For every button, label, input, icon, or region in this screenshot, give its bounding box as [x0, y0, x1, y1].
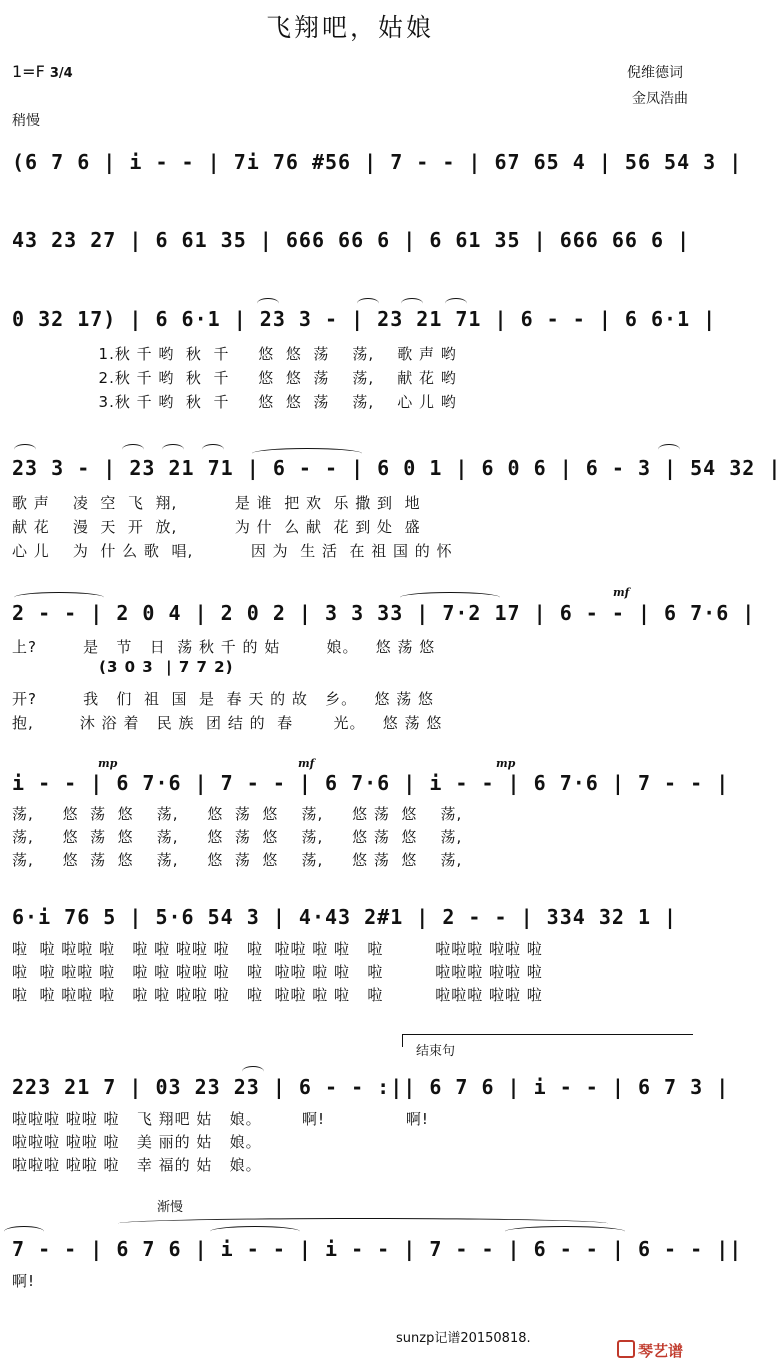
- page-title: 飞翔吧，姑娘: [265, 13, 434, 42]
- lyric-verse-3: 荡, 悠 荡 悠 荡, 悠 荡 悠 荡, 悠 荡 悠 荡,: [12, 851, 463, 869]
- notation-line-6: [12, 771, 730, 805]
- dynamic-marking: mf: [613, 586, 630, 599]
- notes-2: 43 23 27 | 6 61 35 | 666 66 6 | 6 61 35 | 666 66 6 |: [12, 228, 691, 252]
- slur-arc: [162, 444, 184, 455]
- notes-8: 223 21 7 | 03 23 23 | 6 - - :|| 6 7 6 | i - - | 6 7 3 |: [12, 1075, 730, 1099]
- lyric-verse-3: 抱, 沐 浴 着 民 族 团 结 的 春 光。 悠 荡 悠: [12, 714, 443, 732]
- lyric-verse-1: 1.秋 千 哟 秋 千 悠 悠 荡 荡, 歌 声 哟: [12, 345, 457, 363]
- slur-arc: [14, 444, 36, 455]
- notes-5: 2 - - | 2 0 4 | 2 0 2 | 3 3 33 | 7·2 17 | 6 - - | 6 7·6 |: [12, 601, 756, 625]
- notation-line-4: [12, 456, 781, 490]
- site-logo: [617, 1340, 683, 1361]
- lyric-verse-3: 啦啦啦 啦啦 啦 幸 福的 姑 娘。: [12, 1156, 262, 1174]
- lyric-verse-2: 荡, 悠 荡 悠 荡, 悠 荡 悠 荡, 悠 荡 悠 荡,: [12, 828, 463, 846]
- dynamic-marking: mp: [98, 757, 118, 770]
- notes-6: i - - | 6 7·6 | 7 - - | 6 7·6 | i - - | 6 7·6 | 7 - - |: [12, 771, 730, 795]
- notation-line-1: [12, 150, 743, 184]
- slur-arc: [658, 444, 680, 455]
- notes-7: 6·i 76 5 | 5·6 54 3 | 4·43 2#1 | 2 - - | 334 32 1 |: [12, 905, 678, 929]
- notation-line-8: [12, 1075, 730, 1109]
- notes-4: 23 3 - | 23 21 71 | 6 - - | 6 0 1 | 6 0 6 | 6 - 3 | 54 32 |: [12, 456, 781, 480]
- gradual-slow-marking: 渐慢: [157, 1200, 184, 1215]
- time-signature: 3/4: [49, 66, 73, 81]
- lyric-verse-2: 啦 啦 啦啦 啦 啦 啦 啦啦 啦 啦 啦啦 啦 啦 啦 啦啦啦 啦啦 啦: [12, 963, 543, 981]
- transcriber-note: sunzp记谱20150818.: [396, 1331, 531, 1346]
- composer-credit: 金凤浩曲: [632, 91, 688, 107]
- logo-icon: [617, 1340, 635, 1358]
- lyric-verse-3: 啦 啦 啦啦 啦 啦 啦 啦啦 啦 啦 啦啦 啦 啦 啦 啦啦啦 啦啦 啦: [12, 986, 543, 1004]
- interlude-notes: (3 0 3 | 7 7 2): [12, 658, 234, 676]
- dynamic-marking: mp: [496, 757, 516, 770]
- notation-line-9: [12, 1237, 743, 1271]
- lyric-verse-1: 上? 是 节 日 荡 秋 千 的 姑 娘。 悠 荡 悠: [12, 638, 436, 656]
- lyric-verse-1: 啦啦啦 啦啦 啦 飞 翔吧 姑 娘。 啊! 啊!: [12, 1110, 429, 1128]
- lyric-verse-2: 献 花 漫 天 开 放, 为 什 么 献 花 到 处 盛: [12, 518, 421, 536]
- tie-arc: [210, 1226, 300, 1237]
- lyric-verse-2: 2.秋 千 哟 秋 千 悠 悠 荡 荡, 献 花 哟: [12, 369, 457, 387]
- tie-arc: [505, 1226, 625, 1237]
- notes-1: (6 7 6 | i - - | 7i 76 #56 | 7 - - | 67 65 4 | 56 54 3 |: [12, 150, 743, 174]
- lyric-verse-2: 啦啦啦 啦啦 啦 美 丽的 姑 娘。: [12, 1133, 262, 1151]
- key-signature: [12, 62, 73, 81]
- notes-9: 7 - - | 6 7 6 | i - - | i - - | 7 - - | 6 - - | 6 - - ||: [12, 1237, 743, 1261]
- tie-arc: [4, 1226, 44, 1237]
- slur-arc: [122, 444, 144, 455]
- ending-label: 结束句: [416, 1044, 456, 1059]
- notation-line-2: [12, 228, 692, 262]
- lyric-verse-1: 啊!: [12, 1272, 36, 1290]
- lyric-verse-1: 歌 声 凌 空 飞 翔, 是 谁 把 欢 乐 撒 到 地: [12, 494, 421, 512]
- notation-line-7: [12, 905, 692, 939]
- lyric-verse-1: 啦 啦 啦啦 啦 啦 啦 啦啦 啦 啦 啦啦 啦 啦 啦 啦啦啦 啦啦 啦: [12, 940, 543, 958]
- lyric-verse-1: 荡, 悠 荡 悠 荡, 悠 荡 悠 荡, 悠 荡 悠 荡,: [12, 805, 463, 823]
- lyric-verse-3: 心 儿 为 什 么 歌 唱, 因 为 生 活 在 祖 国 的 怀: [12, 542, 453, 560]
- notation-line-3: [12, 307, 717, 341]
- notes-3: 0 32 17) | 6 6·1 | 23 3 - | 23 21 71 | 6 - - | 6 6·1 |: [12, 307, 717, 331]
- lyricist-credit: 倪维德词: [627, 65, 683, 81]
- lyric-verse-2: 开? 我 们 祖 国 是 春 天 的 故 乡。 悠 荡 悠: [12, 690, 435, 708]
- tempo-marking: 稍慢: [12, 113, 40, 129]
- lyric-verse-3: 3.秋 千 哟 秋 千 悠 悠 荡 荡, 心 儿 哟: [12, 393, 457, 411]
- key-label: 1=F: [12, 62, 45, 81]
- logo-text: 琴艺谱: [638, 1342, 684, 1360]
- dynamic-marking: mf: [298, 757, 315, 770]
- notation-line-5: [12, 601, 756, 635]
- slur-arc: [202, 444, 224, 455]
